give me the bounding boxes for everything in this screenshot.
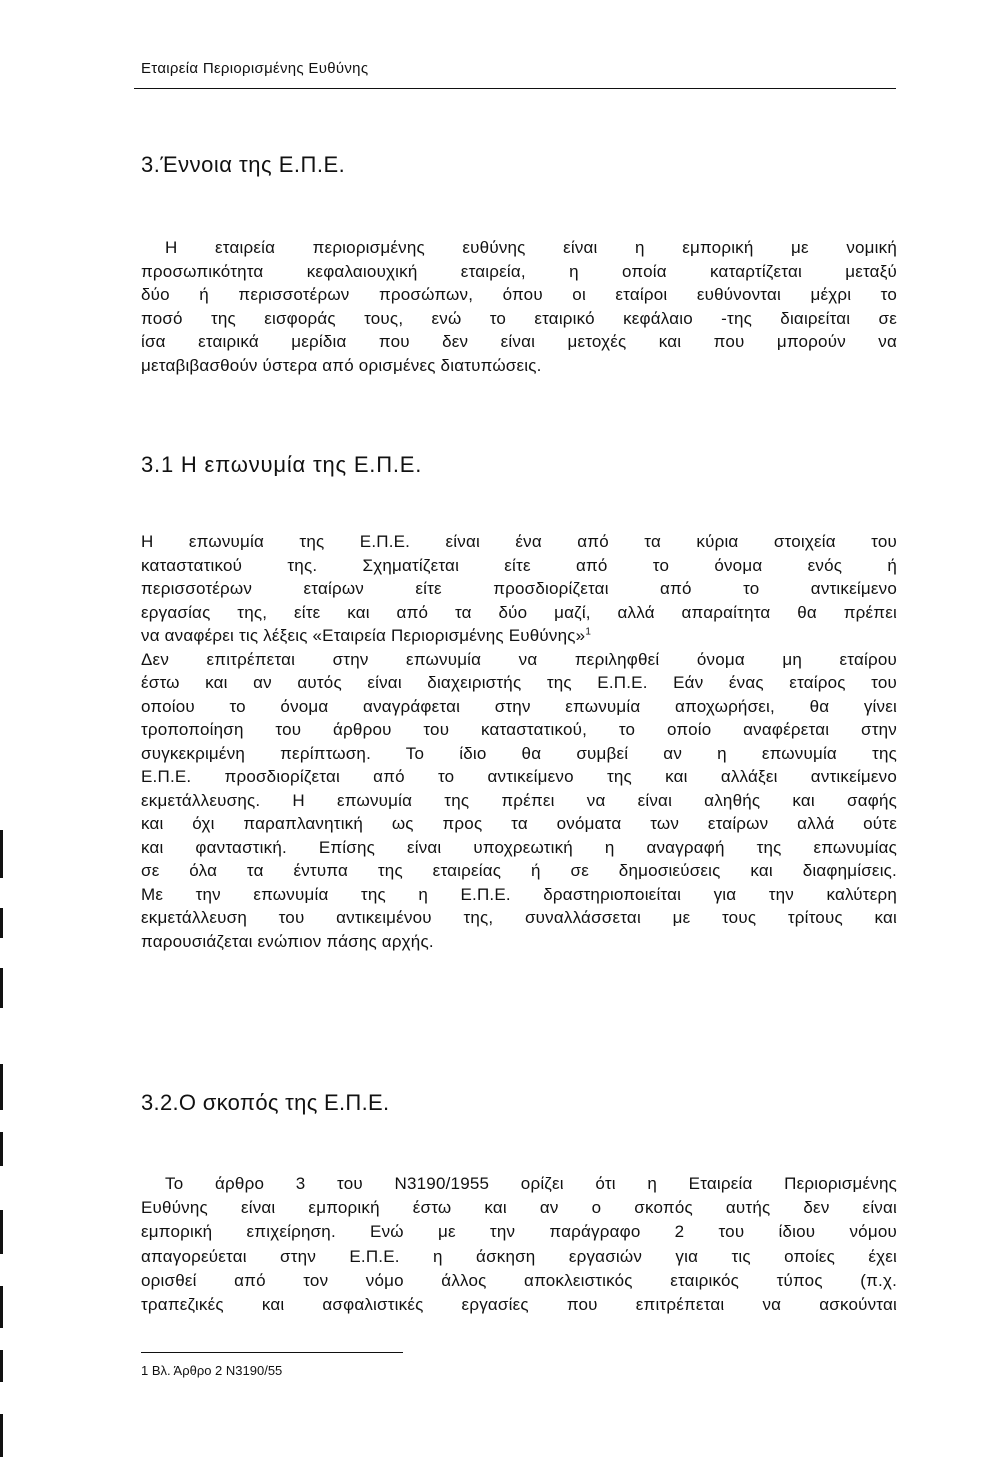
text-line: προσωπικότητα κεφαλαιουχική εταιρεία, η οποία καταρτίζεται μεταξύ (141, 261, 897, 281)
text-line: τροποποίηση του άρθρου του καταστατικού, το οποίο αναφέρεται στην (141, 720, 897, 739)
scan-edge-mark (0, 1132, 3, 1166)
paragraph-concept (141, 236, 897, 377)
paragraph-name (141, 530, 897, 953)
text-line: περισσοτέρων εταίρων είτε προσδιορίζεται από το αντικείμενο (141, 579, 897, 598)
text-line: ποσό της εισφοράς τους, ενώ το εταιρικό κεφάλαιο -της διαιρείται σε (141, 308, 897, 328)
scan-edge-mark (0, 908, 3, 938)
text-line: Ευθύνης είναι εμπορική έστω και αν ο σκοπός αυτής δεν είναι (141, 1198, 897, 1218)
text-line: Δεν επιτρέπεται στην επωνυμία να περιληφθεί όνομα μη εταίρου (141, 649, 897, 669)
text-line: και φανταστική. Επίσης είναι υποχρεωτική η αναγραφή της επωνυμίας (141, 837, 897, 857)
header-rule (134, 88, 896, 89)
text-line: τραπεζικές και ασφαλιστικές εργασίες που επιτρέπεται να ασκούνται (141, 1294, 897, 1314)
text-line: εκμετάλλευσης. Η επωνυμία της πρέπει να είναι αληθής και σαφής (141, 790, 897, 810)
scan-edge-mark (0, 968, 3, 1008)
text-line: Η εταιρεία περιορισμένης ευθύνης είναι η εμπορική με νομική (165, 238, 897, 257)
text-line: ορισθεί από τον νόμο άλλος αποκλειστικός εταιρικός τύπος (π.χ. (141, 1270, 897, 1290)
quote-text: να αναφέρει τις λέξεις «Εταιρεία Περιορισμένης Ευθύνης» (141, 626, 586, 645)
text-line: καταστατικού της. Σχηματίζεται είτε από το όνομα ενός ή (141, 555, 897, 575)
text-line: Ε.Π.Ε. προσδιορίζεται από το αντικείμενο της και αλλάξει αντικείμενο (141, 767, 897, 786)
text-line: εργασίας της, είτε και από τα δύο μαζί, αλλά απαραίτητα θα πρέπει (141, 602, 897, 622)
scan-edge-mark (0, 830, 3, 878)
text-line: εκμετάλλευση του αντικειμένου της, συναλλάσσεται με τους τρίτους και (141, 908, 897, 927)
text-line: σε όλα τα έντυπα της εταιρείας ή σε δημοσιεύσεις και διαφημίσεις. (141, 861, 897, 880)
section-heading-concept: 3.Έννοια της Ε.Π.Ε. (141, 152, 346, 177)
section-heading-purpose: 3.2.Ο σκοπός της Ε.Π.Ε. (141, 1090, 390, 1115)
text-line: παρουσιάζεται ενώπιον πάσης αρχής. (141, 931, 434, 951)
running-header: Εταιρεία Περιορισμένης Ευθύνης (141, 60, 369, 77)
text-line: δύο ή περισσοτέρων προσώπων, όπου οι εταίροι ευθύνονται μέχρι το (141, 285, 897, 304)
scan-edge-mark (0, 1064, 3, 1110)
footnote: 1 Βλ. Άρθρο 2 Ν3190/55 (141, 1363, 283, 1378)
text-line: συγκεκριμένη περίπτωση. Το ίδιο θα συμβεί αν η επωνυμία της (141, 743, 897, 763)
text-line: και όχι παραπλανητική ως προς τα ονόματα των εταίρων αλλά ούτε (141, 814, 897, 833)
scan-edge-mark (0, 1286, 3, 1328)
text-line: Το άρθρο 3 του Ν3190/1955 ορίζει ότι η Εταιρεία Περιορισμένης (165, 1174, 897, 1193)
footnote-rule (141, 1352, 403, 1353)
text-line: Η επωνυμία της Ε.Π.Ε. είναι ένα από τα κύρια στοιχεία του (141, 532, 897, 551)
section-heading-name: 3.1 Η επωνυμία της Ε.Π.Ε. (141, 452, 423, 477)
text-line: οποίου το όνομα αναγράφεται στην επωνυμία αποχωρήσει, θα γίνει (141, 696, 897, 716)
scan-edge-mark (0, 1350, 3, 1382)
footnote-marker: 1 (585, 626, 592, 638)
scan-edge-mark (0, 1414, 3, 1457)
text-line: απαγορεύεται στην Ε.Π.Ε. η άσκηση εργασιών για τις οποίες έχει (141, 1246, 897, 1266)
paragraph-purpose (141, 1172, 897, 1317)
text-line-with-footnote (141, 624, 897, 648)
text-line: εμπορική επιχείρηση. Ενώ με την παράγραφο 2 του ίδιου νόμου (141, 1222, 897, 1242)
scan-edge-mark (0, 1210, 3, 1254)
text-line: έστω και αν αυτός είναι διαχειριστής της Ε.Π.Ε. Εάν ένας εταίρος του (141, 673, 897, 692)
text-line: Με την επωνυμία της η Ε.Π.Ε. δραστηριοποιείται για την καλύτερη (141, 884, 897, 904)
text-line: ίσα εταιρικά μερίδια που δεν είναι μετοχές και που μπορούν να (141, 332, 897, 351)
text-line: μεταβιβασθούν ύστερα από ορισμένες διατυπώσεις. (141, 355, 542, 375)
